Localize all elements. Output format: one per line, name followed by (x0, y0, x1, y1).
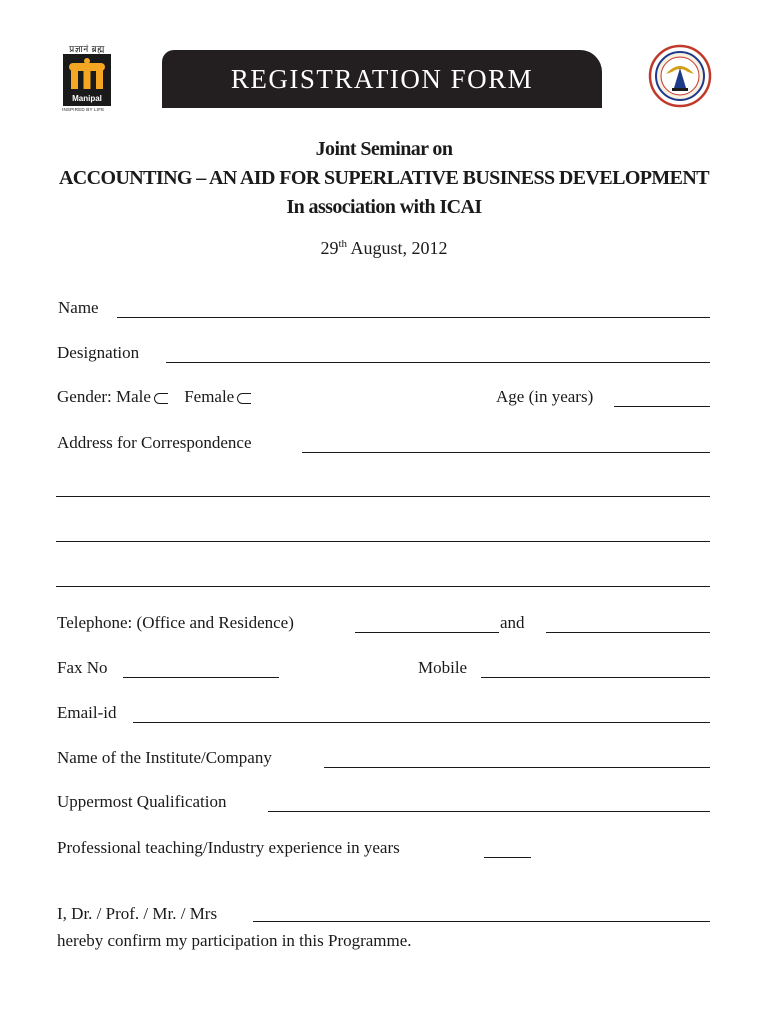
address-field-line-2[interactable] (56, 496, 710, 497)
experience-field[interactable] (484, 857, 531, 858)
confirm-prefix-label: I, Dr. / Prof. / Mr. / Mrs (57, 904, 218, 923)
designation-field[interactable] (166, 362, 710, 363)
qualification-field[interactable] (268, 811, 710, 812)
address-field-line-4[interactable] (56, 586, 710, 587)
telephone-office-field[interactable] (355, 632, 499, 633)
manipal-logo (62, 44, 112, 116)
male-radio[interactable] (154, 393, 168, 404)
gender-group (57, 387, 251, 407)
mobile-label: Mobile (418, 658, 468, 677)
institute-field[interactable] (324, 767, 710, 768)
telephone-label: Telephone: (Office and Residence) (57, 613, 294, 632)
seminar-intro: Joint Seminar on (315, 138, 453, 160)
institute-label: Name of the Institute/Company (57, 748, 272, 767)
gender-male-label: Gender: Male (57, 387, 151, 406)
age-field[interactable] (614, 406, 710, 407)
designation-label: Designation (57, 343, 140, 362)
age-label: Age (in years) (496, 387, 594, 406)
form-title-banner: REGISTRATION FORM (162, 50, 602, 108)
manipal-name: Manipal (72, 94, 102, 103)
address-field-line-3[interactable] (56, 541, 710, 542)
experience-label: Professional teaching/Industry experience in years (57, 838, 400, 857)
manipal-motto: प्रज्ञानं ब्रह्म (69, 44, 105, 54)
name-label: Name (58, 298, 99, 317)
participant-name-field[interactable] (253, 921, 710, 922)
manipal-tagline: INSPIRED BY LIFE (62, 107, 105, 112)
email-label: Email-id (57, 703, 117, 722)
fax-field[interactable] (123, 677, 279, 678)
icai-seal-icon (648, 44, 712, 108)
manipal-emblem-icon (67, 57, 107, 91)
fax-label: Fax No (57, 658, 108, 677)
email-field[interactable] (133, 722, 710, 723)
confirmation-text: hereby confirm my participation in this Programme. (57, 931, 412, 950)
gender-female-label: Female (184, 387, 235, 406)
female-radio[interactable] (237, 393, 251, 404)
mobile-field[interactable] (481, 677, 710, 678)
address-field-line-1[interactable] (302, 452, 710, 453)
address-label: Address for Correspondence (57, 433, 252, 452)
telephone-residence-field[interactable] (546, 632, 710, 633)
qualification-label: Uppermost Qualification (57, 792, 227, 811)
name-field[interactable] (117, 317, 710, 318)
seminar-title: ACCOUNTING – AN AID FOR SUPERLATIVE BUSINESS DEVELOPMENT (58, 167, 710, 189)
seminar-date: 29th August, 2012 (320, 238, 448, 258)
telephone-and-label: and (500, 613, 525, 632)
seminar-association: In association with ICAI (286, 196, 482, 218)
